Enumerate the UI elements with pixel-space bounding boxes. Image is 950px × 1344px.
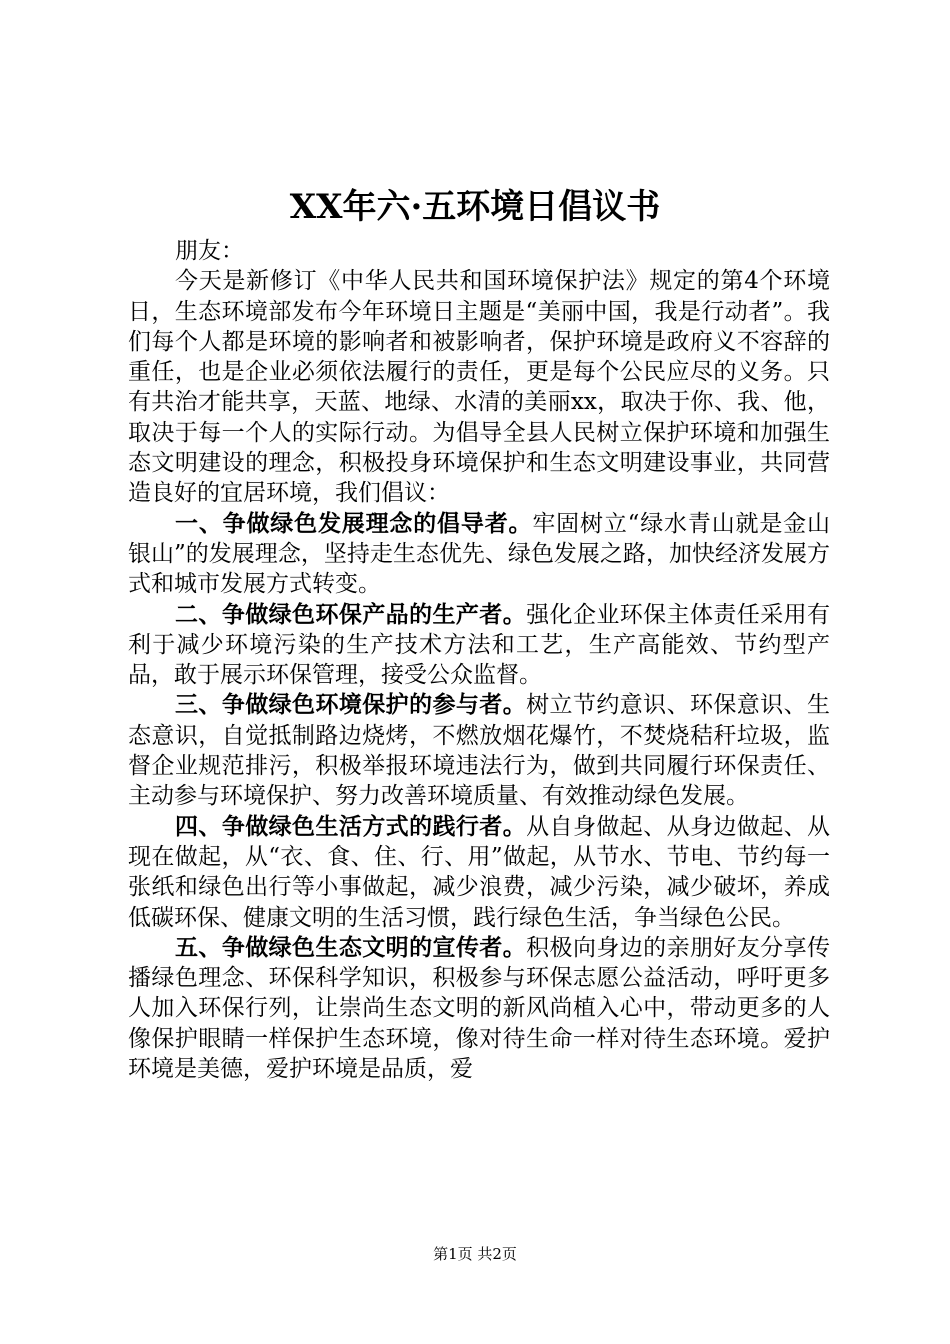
salutation: 朋友： xyxy=(175,238,244,264)
proposal-item-1 xyxy=(128,509,830,600)
proposal-item-3 xyxy=(128,690,830,811)
proposal-item-4 xyxy=(128,812,830,933)
proposal-text: 积极向身边的亲朋好友分享传播绿色理念、环保科学知识，积极参与环保志愿公益活动，呼吁更多人加入环保行列，让崇尚生态文明的新风尚植入心中，带动更多的人像保护眼睛一样保护生态环境，像对待生命一样对待生态环境。爱护环境是美德，爱护环境是品质，爱 xyxy=(128,934,831,1083)
proposal-text: 牢固树立“绿水青山就是金山银山”的发展理念，坚持走生态优先、绿色发展之路，加快经济发展方式和城市发展方式转变。 xyxy=(128,510,830,598)
proposal-item-5 xyxy=(128,933,830,1084)
document-title: XX年六·五环境日倡议书 xyxy=(289,187,661,227)
proposal-text: 强化企业环保主体责任采用有利于减少环境污染的生产技术方法和工艺，生产高能效、节约型产品，敢于展示环保管理，接受公众监督。 xyxy=(128,601,831,689)
proposal-text: 树立节约意识、环保意识、生态意识，自觉抵制路边烧烤，不燃放烟花爆竹，不焚烧秸秆垃圾，监督企业规范排污，积极举报环境违法行为，做到共同履行环保责任、主动参与环境保护、努力改善环境质量、有效推动绿色发展。 xyxy=(128,692,831,810)
proposal-text: 从自身做起、从身边做起、从现在做起，从“衣、食、住、行、用”做起，从节水、节电、节约每一张纸和绿色出行等小事做起，减少浪费，减少污染，减少破坏，养成低碳环保、健康文明的生活习惯，践行绿色生活，争当绿色公民。 xyxy=(128,813,831,931)
proposal-item-2 xyxy=(128,600,830,691)
proposal-heading: 四、争做绿色生活方式的践行者。 xyxy=(175,813,527,840)
document-body xyxy=(128,236,830,1084)
page-number-footer: 第1页 共2页 xyxy=(433,1245,517,1263)
intro-paragraph: 今天是新修订《中华人民共和国环境保护法》规定的第4个环境日，生态环境部发布今年环境日主题是“美丽中国，我是行动者”。我们每个人都是环境的影响者和被影响者，保护环境是政府义不容辞的重任，也是企业必须依法履行的责任，更是每个公民应尽的义务。只有共治才能共享，天蓝、地绿、水清的美丽xx，取决于你、我、他，取决于每一个人的实际行动。为倡导全县人民树立保护环境和加强生态文明建设的理念，积极投身环境保护和生态文明建设事业，共同营造良好的宜居环境，我们倡议： xyxy=(128,268,830,507)
proposal-heading: 五、争做绿色生态文明的宣传者。 xyxy=(175,934,527,961)
proposal-heading: 二、争做绿色环保产品的生产者。 xyxy=(175,601,527,628)
proposal-heading: 一、争做绿色发展理念的倡导者。 xyxy=(175,510,533,537)
proposal-heading: 三、争做绿色环境保护的参与者。 xyxy=(175,692,527,719)
